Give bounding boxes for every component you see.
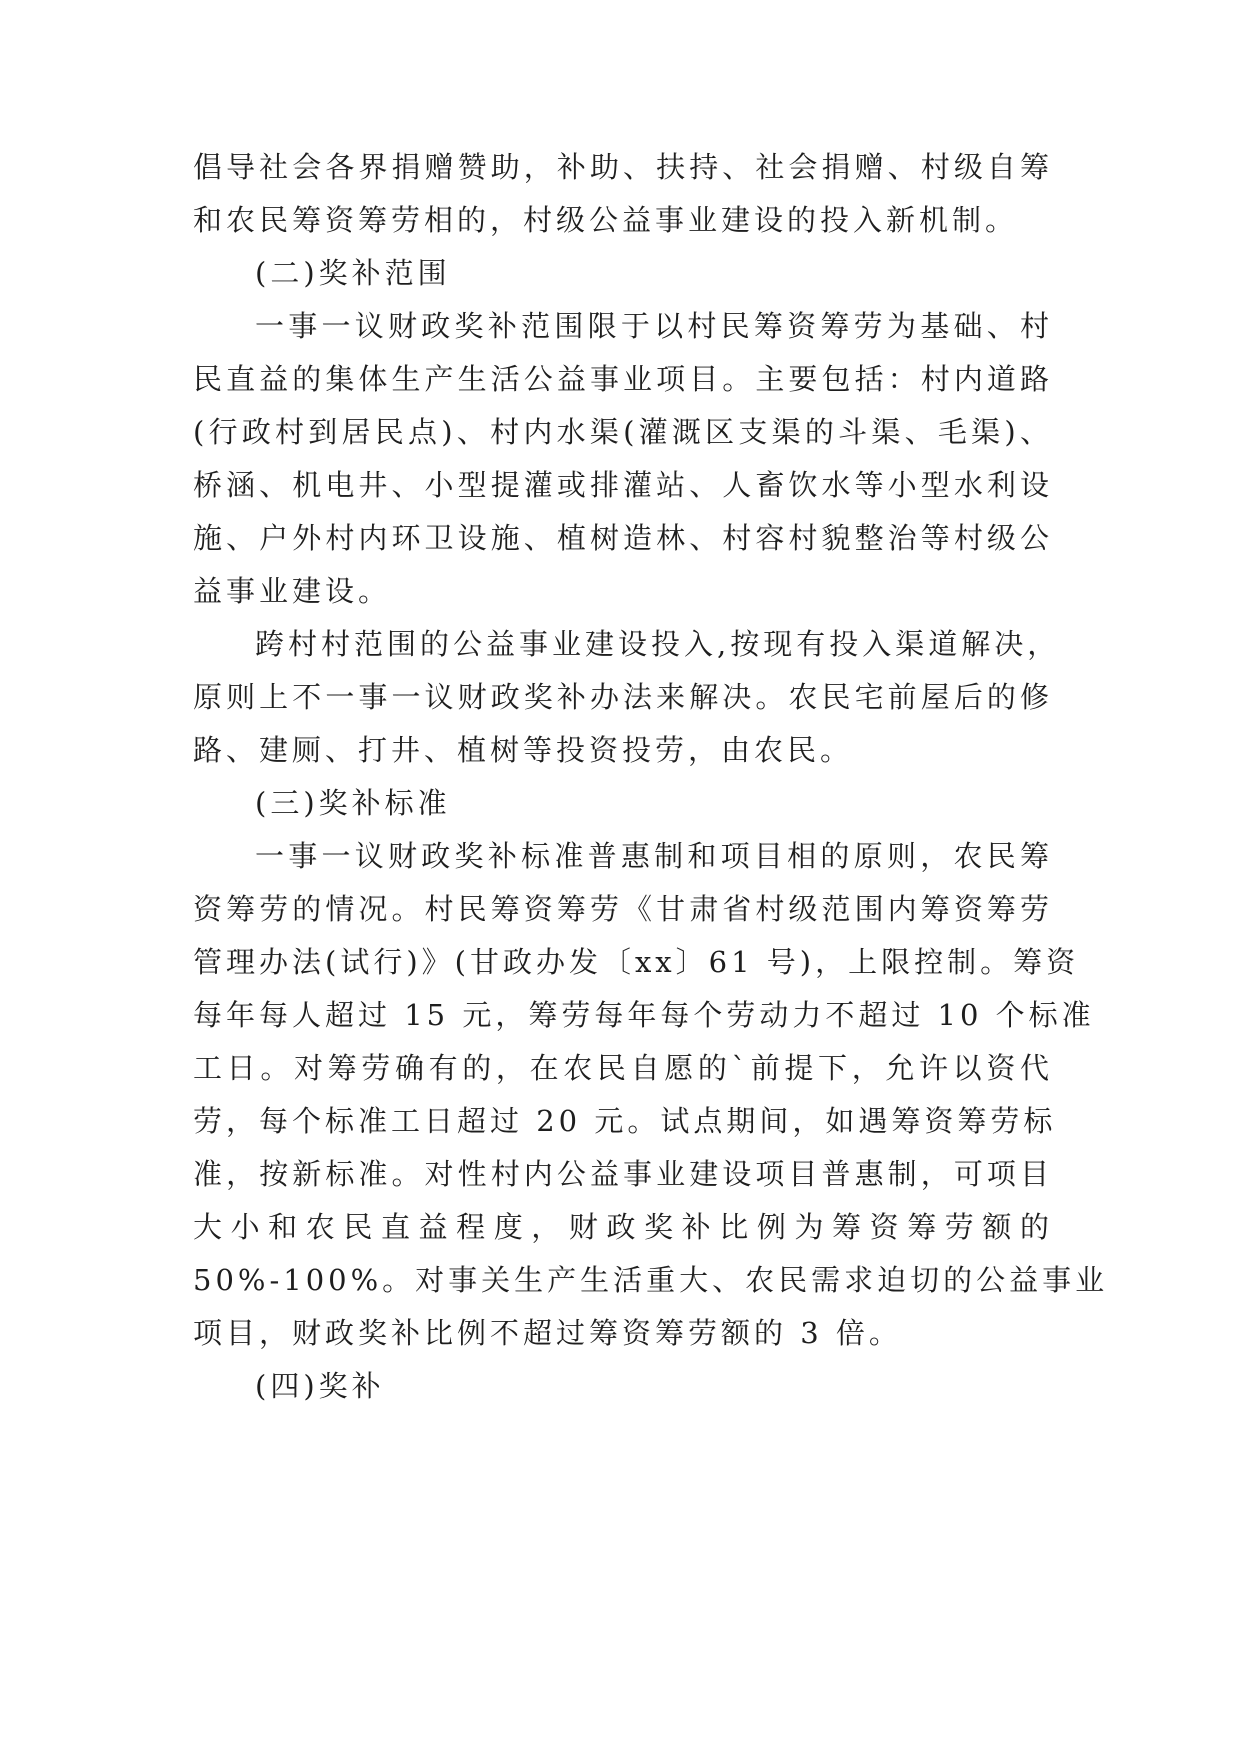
- text-line: 和农民筹资筹劳相的，村级公益事业建设的投入新机制。: [193, 203, 1019, 237]
- text-line: 50%-100%。对事关生产生活重大、农民需求迫切的公益事业: [193, 1263, 1109, 1297]
- text-line: 一事一议财政奖补标准普惠制和项目相的原则，农民筹: [255, 839, 1053, 873]
- text-line: 原则上不一事一议财政奖补办法来解决。农民宅前屋后的修: [193, 680, 1053, 714]
- text-line: 劳，每个标准工日超过 20 元。试点期间，如遇筹资筹劳标: [193, 1104, 1057, 1138]
- section-heading: (二)奖补范围: [255, 256, 451, 290]
- text-line: 民直益的集体生产生活公益事业项目。主要包括：村内道路: [193, 362, 1053, 396]
- text-line: 准，按新标准。对性村内公益事业建设项目普惠制，可项目: [193, 1157, 1053, 1191]
- text-line: 每年每人超过 15 元，筹劳每年每个劳动力不超过 10 个标准: [193, 998, 1095, 1032]
- text-line: 管理办法(试行)》(甘政办发〔xx〕61 号)，上限控制。筹资: [193, 945, 1080, 979]
- text-line: 路、建厕、打井、植树等投资投劳，由农民。: [193, 733, 854, 767]
- text-line: 倡导社会各界捐赠赞助，补助、扶持、社会捐赠、村级自筹: [193, 150, 1053, 184]
- text-line: 跨村村范围的公益事业建设投入,按现有投入渠道解决，: [255, 627, 1061, 661]
- section-heading: (三)奖补标准: [255, 786, 451, 820]
- text-line: 工日。对筹劳确有的，在农民自愿的`前提下，允许以资代: [193, 1051, 1053, 1085]
- text-line: 益事业建设。: [193, 574, 392, 608]
- text-line: (行政村到居民点)、村内水渠(灌溉区支渠的斗渠、毛渠)、: [193, 415, 1053, 449]
- text-line: 一事一议财政奖补范围限于以村民筹资筹劳为基础、村: [255, 309, 1053, 343]
- text-line: 桥涵、机电井、小型提灌或排灌站、人畜饮水等小型水利设: [193, 468, 1053, 502]
- section-heading: (四)奖补: [255, 1369, 385, 1403]
- text-line: 资筹劳的情况。村民筹资筹劳《甘肃省村级范围内筹资筹劳: [193, 892, 1053, 926]
- text-line: 项目，财政奖补比例不超过筹资筹劳额的 3 倍。: [193, 1316, 902, 1350]
- text-line: 施、户外村内环卫设施、植树造林、村容村貌整治等村级公: [193, 521, 1053, 555]
- text-line: 大小和农民直益程度，财政奖补比例为筹资筹劳额的: [193, 1210, 1053, 1244]
